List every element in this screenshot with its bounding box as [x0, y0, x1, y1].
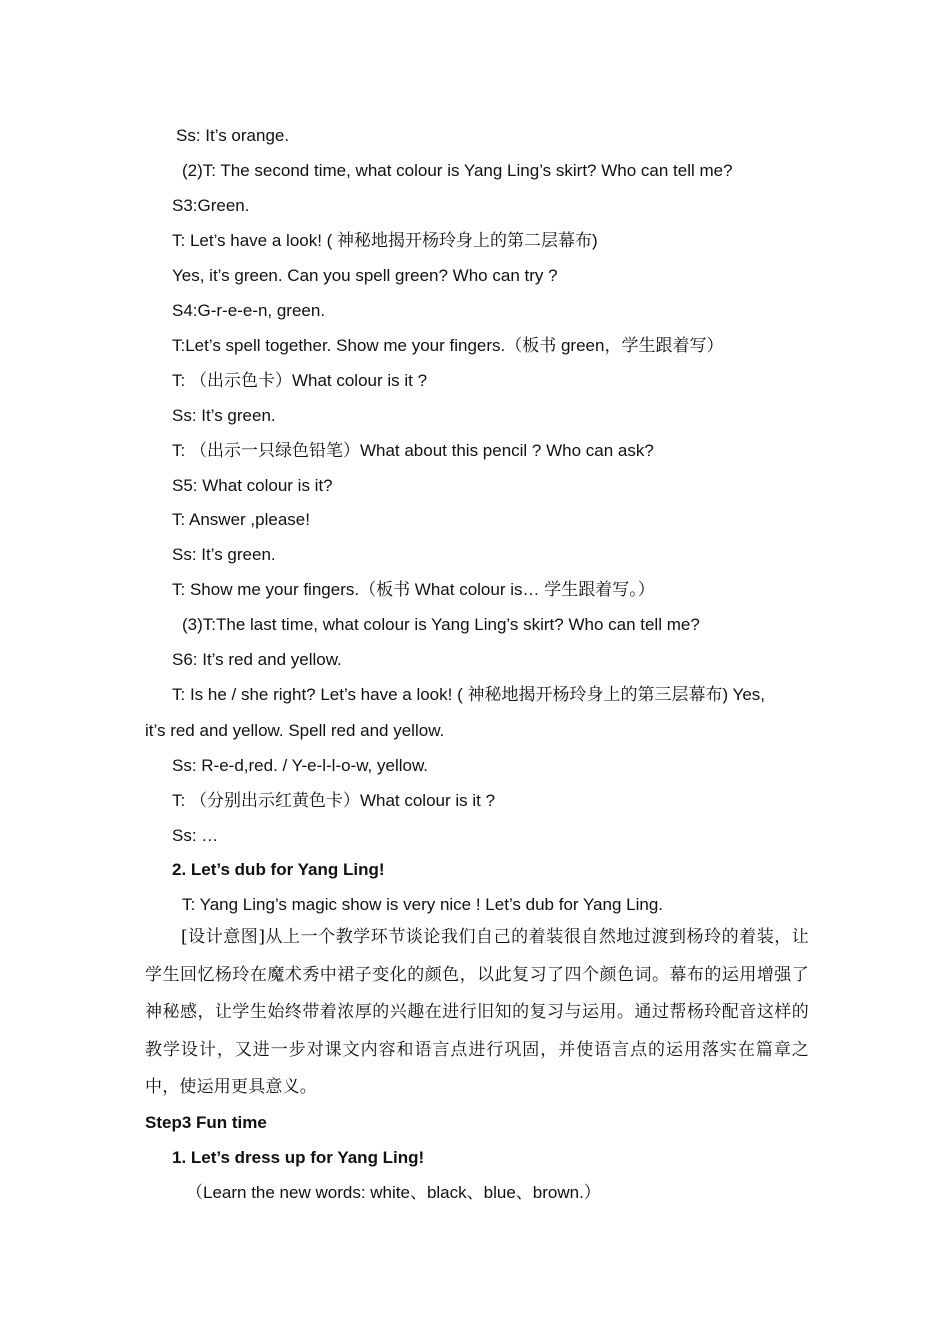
dialogue-line: T:Let’s spell together. Show me your fingers.（板书 green，学生跟着写）	[172, 336, 724, 355]
dialogue-line: Ss: It’s orange.	[176, 126, 290, 145]
dialogue-line: T: （出示色卡）What colour is it ?	[172, 371, 428, 390]
new-words-line: （Learn the new words: white、black、blue、brown.）	[186, 1183, 601, 1202]
dialogue-line: S6: It’s red and yellow.	[172, 650, 342, 669]
dialogue-line: T: Is he / she right? Let’s have a look! ( 神秘地揭开杨玲身上的第三层幕布) Yes,	[172, 685, 765, 704]
dialogue-line: S4:G-r-e-e-n, green.	[172, 301, 326, 320]
design-intent-paragraph: [设计意图]从上一个教学环节谈论我们自己的着装很自然地过渡到杨玲的着装，让学生回忆杨玲在魔术秀中裙子变化的颜色，以此复习了四个颜色词。幕布的运用增强了神秘感，让学生始终带着浓厚的兴趣在进行旧知的复习与运用。通过帮杨玲配音这样的教学设计，又进一步对课文内容和语言点进行巩固，并使语言点的运用落实在篇章之中，使运用更具意义。	[145, 927, 809, 1097]
dialogue-line: T: Show me your fingers.（板书 What colour is… 学生跟着写。）	[172, 580, 655, 599]
dialogue-line: T: Let’s have a look! ( 神秘地揭开杨玲身上的第二层幕布)	[172, 231, 598, 250]
dialogue-line: Yes, it’s green. Can you spell green? Who can try ?	[172, 266, 558, 285]
dialogue-line: T: （分别出示红黄色卡）What colour is it ?	[172, 791, 496, 810]
dialogue-line: S5: What colour is it?	[172, 476, 333, 495]
dialogue-line: T: Yang Ling’s magic show is very nice ! Let’s dub for Yang Ling.	[182, 895, 664, 914]
dialogue-line: (2)T: The second time, what colour is Yang Ling’s skirt? Who can tell me?	[182, 161, 733, 180]
dialogue-line: Ss: …	[172, 826, 219, 845]
dialogue-line: T: Answer ,please!	[172, 510, 310, 529]
dialogue-line: it’s red and yellow. Spell red and yellow.	[145, 721, 445, 740]
dialogue-line: Ss: It’s green.	[172, 545, 276, 564]
section-heading-dub: 2. Let’s dub for Yang Ling!	[172, 860, 385, 879]
section-heading-dress-up: 1. Let’s dress up for Yang Ling!	[172, 1148, 425, 1167]
dialogue-line: Ss: R-e-d,red. / Y-e-l-l-o-w, yellow.	[172, 756, 429, 775]
dialogue-line: T: （出示一只绿色铅笔）What about this pencil ? Who can ask?	[172, 441, 654, 460]
dialogue-line: Ss: It’s green.	[172, 406, 276, 425]
dialogue-line: S3:Green.	[172, 196, 250, 215]
step3-heading: Step3 Fun time	[145, 1113, 267, 1132]
dialogue-line: (3)T:The last time, what colour is Yang Ling’s skirt? Who can tell me?	[182, 615, 700, 634]
